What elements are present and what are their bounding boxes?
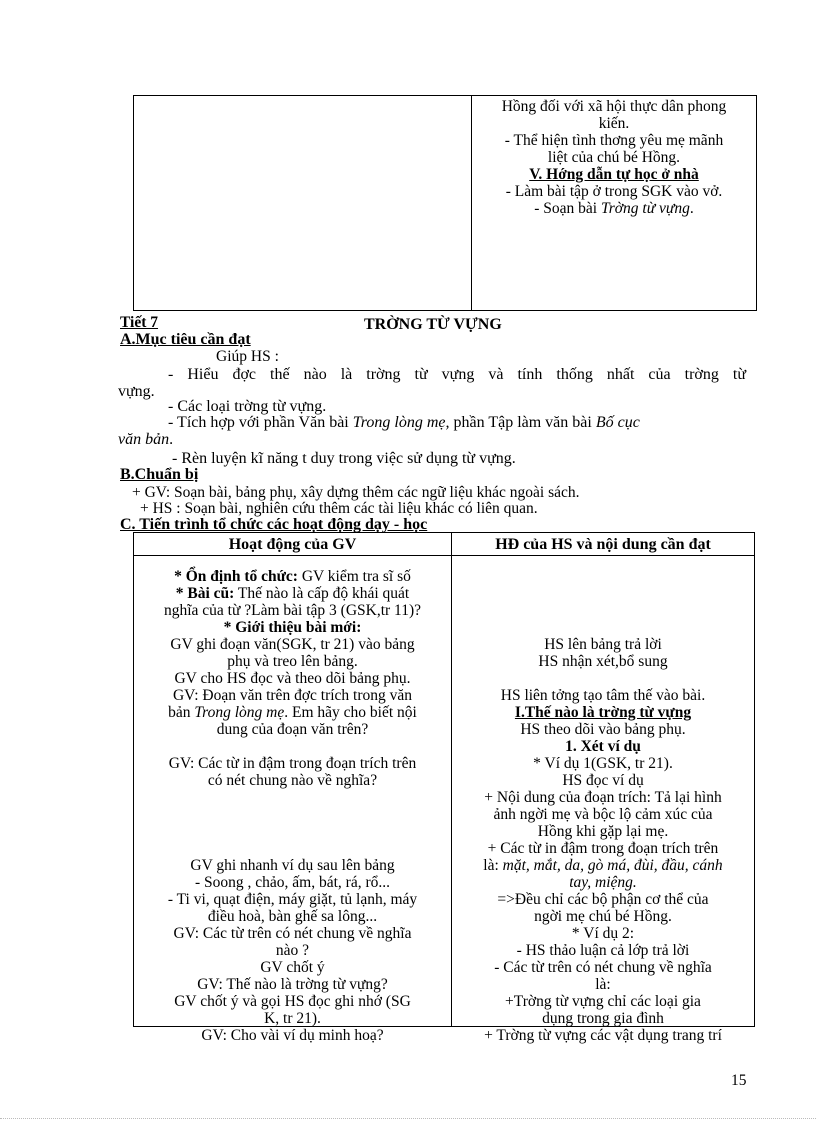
objective-3: - Tích hợp với phần Văn bài Trong lòng mẹ, phần Tập làm văn bài Bố cục [168, 414, 640, 431]
left-line: GV: Các từ trên có nét chung về nghĩa [173, 925, 412, 942]
right-line [448, 602, 758, 619]
right-line: HS lên bảng trả lời [544, 636, 662, 653]
right-line [448, 619, 758, 636]
right-line: + Trờng từ vựng các vật dụng trang trí [484, 1027, 722, 1044]
left-line: K, tr 21). [264, 1010, 321, 1027]
left-line: * Ổn định tổ chức: GV kiểm tra sĩ số [174, 568, 411, 585]
right-line: + Nội dung của đoạn trích: Tả lại hình [484, 789, 722, 806]
header-hs: HĐ của HS và nội dung cần đạt [495, 536, 711, 553]
left-line: * Giới thiệu bài mới: [223, 619, 362, 636]
left-line: điều hoà, bàn ghế sa lông... [207, 908, 378, 925]
left-line: nào ? [275, 942, 310, 959]
left-line: GV chốt ý [260, 959, 325, 976]
right-line [448, 585, 758, 602]
right-line: dụng trong gia đình [542, 1010, 664, 1027]
left-line: phụ và treo lên bảng. [227, 653, 358, 670]
left-line: dung của đoạn văn trên? [216, 721, 369, 738]
right-line: * Ví dụ 1(GSK, tr 21). [533, 755, 673, 772]
page-bottom-border [0, 1118, 816, 1119]
right-line: ảnh ngời mẹ và bộc lộ cảm xúc của [493, 806, 713, 823]
right-line: I.Thế nào là trờng từ vựng [514, 704, 692, 721]
text-line: kiến. [598, 115, 630, 132]
homework-1: - Làm bài tập ở trong SGK vào vở. [505, 183, 723, 200]
prep-hs: + HS : Soạn bài, nghiên cứu thêm các tài liệu khác có liên quan. [140, 500, 538, 517]
objective-4: - Rèn luyện kĩ năng t duy trong việc sử dụng từ vựng. [172, 450, 516, 467]
right-line: 1. Xét ví dụ [565, 738, 641, 755]
prep-gv: + GV: Soạn bài, bảng phụ, xây dựng thêm các ngữ liệu khác ngoài sách. [132, 484, 580, 501]
gv-column [126, 568, 459, 1044]
homework-2: - Soạn bài Trờng từ vựng. [534, 200, 694, 217]
section-c-heading: C. Tiến trình tổ chức các hoạt động dạy - học [120, 516, 428, 533]
help-text: Giúp HS : [216, 348, 279, 365]
left-line: GV: Đoạn văn trên đợc trích trong văn [172, 687, 413, 704]
left-line [126, 789, 459, 806]
objective-1: - Hiểu đợc thế nào là trờng từ vựng và tính thống nhất của trờng từ [168, 366, 746, 383]
left-line: GV chốt ý và gọi HS đọc ghi nhớ (SG [174, 993, 411, 1010]
left-line: GV ghi đoạn văn(SGK, tr 21) vào bảng [170, 636, 415, 653]
text-line: liệt của chú bé Hồng. [547, 149, 681, 166]
right-line: + Các từ in đậm trong đoạn trích trên [487, 840, 719, 857]
right-line: HS liên tởng tạo tâm thế vào bài. [500, 687, 706, 704]
left-line [126, 806, 459, 823]
page-number: 15 [731, 1072, 747, 1089]
right-line [448, 568, 758, 585]
section-b-heading: B.Chuẩn bị [120, 466, 199, 483]
right-line: HS nhận xét,bổ sung [538, 653, 668, 670]
lesson-title: TRỜNG TỪ VỰNG [364, 316, 502, 333]
left-line [126, 840, 459, 857]
objective-3-cont: văn bản. [118, 431, 174, 448]
right-line: tay, miệng. [569, 874, 637, 891]
left-line: - Ti vi, quạt điện, máy giặt, tủ lạnh, máy [167, 891, 418, 908]
left-line: có nét chung nào về nghĩa? [207, 772, 378, 789]
objective-2: - Các loại trờng từ vựng. [168, 398, 327, 415]
header-gv: Hoạt động của GV [228, 536, 357, 553]
right-line: - Các từ trên có nét chung về nghĩa [494, 959, 712, 976]
right-line [448, 670, 758, 687]
hs-column [448, 568, 758, 1044]
left-line: bản Trong lòng mẹ. Em hãy cho biết nội [168, 704, 417, 721]
left-line: GV ghi nhanh ví dụ sau lên bảng [190, 857, 395, 874]
left-line [126, 738, 459, 755]
right-line: ngời mẹ chú bé Hồng. [534, 908, 672, 925]
objective-1-cont: vựng. [118, 383, 155, 400]
right-line: =>Đều chỉ các bộ phận cơ thể của [497, 891, 709, 908]
right-line: HS đọc ví dụ [562, 772, 644, 789]
text-line: Hồng đối với xã hội thực dân phong [501, 98, 727, 115]
top-table-right-cell [472, 98, 756, 217]
left-line: GV: Thế nào là trờng từ vựng? [197, 976, 388, 993]
top-table [133, 95, 757, 311]
left-line: nghĩa của từ ?Làm bài tập 3 (GSK,tr 11)? [163, 602, 422, 619]
left-line [126, 823, 459, 840]
header-row-border [134, 555, 754, 556]
left-line: * Bài cũ: Thế nào là cấp độ khái quát [175, 585, 410, 602]
section-a-heading: A.Mục tiêu cần đạt [120, 331, 251, 348]
left-line: GV: Các từ in đậm trong đoạn trích trên [168, 755, 417, 772]
left-line: GV: Cho vài ví dụ minh hoạ? [201, 1027, 384, 1044]
right-line: * Ví dụ 2: [571, 925, 635, 942]
text-line: - Thể hiện tình thơng yêu mẹ mãnh [504, 132, 724, 149]
left-line: GV cho HS đọc và theo dõi bảng phụ. [174, 670, 411, 687]
right-line: là: [595, 976, 611, 993]
right-line: là: mặt, mắt, da, gò má, đùi, đầu, cánh [483, 857, 723, 874]
section-v-title: V. Hớng dẫn tự học ở nhà [529, 166, 699, 183]
left-line: - Soong , chảo, ấm, bát, rá, rổ... [195, 874, 390, 891]
activity-table [133, 532, 755, 1044]
period-label: Tiết 7 [120, 314, 159, 331]
right-line: HS theo dõi vào bảng phụ. [520, 721, 686, 738]
right-line: Hồng khi gặp lại mẹ. [537, 823, 669, 840]
right-line: - HS thảo luận cả lớp trả lời [516, 942, 690, 959]
right-line: +Trờng từ vựng chỉ các loại gia [505, 993, 701, 1010]
